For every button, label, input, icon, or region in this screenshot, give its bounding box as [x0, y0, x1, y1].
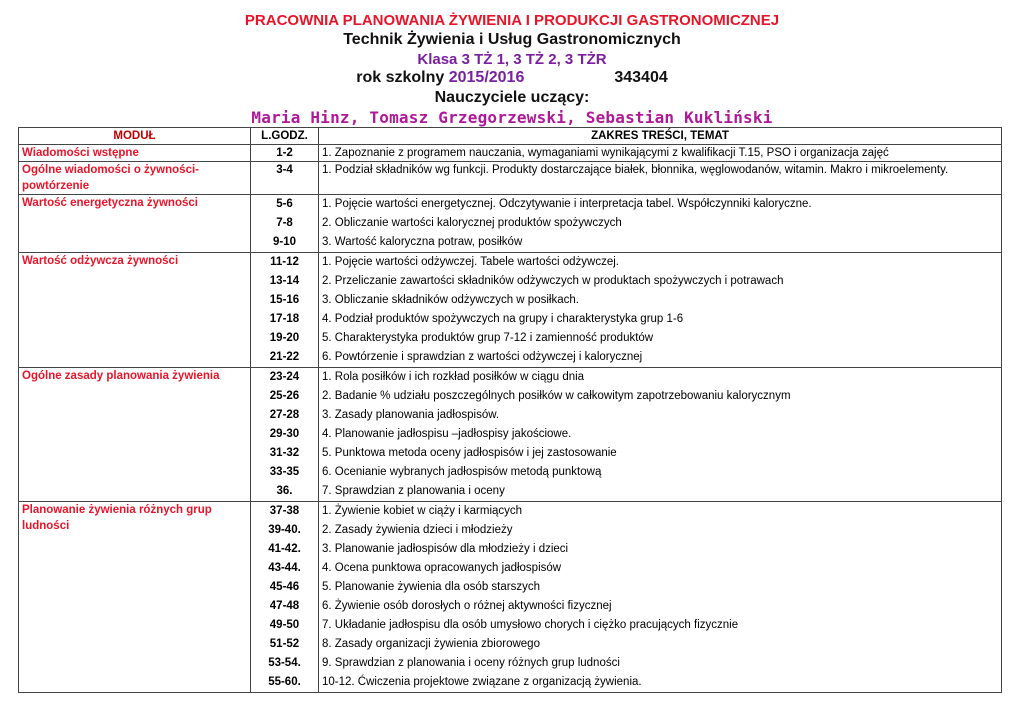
lesson-hours: 15-16 [269, 294, 300, 306]
lesson-hours: 21-22 [269, 351, 300, 363]
table-header-row [19, 128, 1002, 145]
module-name: Planowanie żywienia różnych grup ludności [19, 502, 251, 693]
lesson-topic: 6. Żywienie osób dorosłych o różnej aktywności fizycznej [322, 600, 612, 612]
lesson-hours: 39-40. [268, 524, 301, 536]
column-header-topics: ZAKRES TREŚCI, TEMAT [319, 128, 1002, 145]
module-name: Wiadomości wstępne [19, 145, 251, 162]
lesson-topic: 1. Podział składników wg funkcji. Produkty dostarczające białek, błonnika, węglowodanów, witamin. Makro i mikroelementy. [322, 164, 949, 176]
lesson-hours: 11-12 [270, 256, 299, 268]
lesson-hours: 36. [276, 485, 293, 497]
topics-cell [319, 368, 1002, 502]
lesson-topic: 7. Sprawdzian z planowania i oceny [322, 485, 505, 497]
lesson-hours: 47-48 [269, 600, 300, 612]
module-name: Wartość energetyczna żywności [19, 195, 251, 253]
lesson-hours: 27-28 [269, 409, 300, 421]
lesson-hours: 33-35 [269, 466, 300, 478]
lesson-hours: 49-50 [269, 619, 300, 631]
lesson-topic: 6. Ocenianie wybranych jadłospisów metodą punktową [322, 466, 602, 478]
lesson-topic: 4. Planowanie jadłospisu –jadłospisy jakościowe. [322, 428, 572, 440]
module-name: Wartość odżywcza żywności [19, 253, 251, 368]
lesson-hours: 3-4 [276, 164, 293, 176]
hours-cell [251, 253, 319, 368]
lesson-topic: 1. Pojęcie wartości energetycznej. Odczytywanie i interpretacja tabel. Współczynniki kaloryczne. [322, 198, 812, 210]
lesson-topic: 4. Ocena punktowa opracowanych jadłospisów [322, 562, 562, 574]
lesson-hours: 13-14 [269, 275, 300, 287]
program-code: 343404 [614, 69, 668, 86]
lesson-hours: 45-46 [269, 581, 300, 593]
module-row [19, 162, 1002, 195]
school-year-value: 2015/2016 [448, 69, 525, 86]
lesson-topic: 2. Badanie % udziału poszczególnych posiłków w całkowitym zapotrzebowaniu kalorycznym [322, 390, 791, 402]
lesson-hours: 43-44. [268, 562, 301, 574]
lesson-topic: 5. Planowanie żywienia dla osób starszych [322, 581, 540, 593]
document-title: PRACOWNIA PLANOWANIA ŻYWIENIA I PRODUKCJI GASTRONOMICZNEJ [244, 12, 780, 29]
module-row [19, 145, 1002, 162]
lesson-topic: 7. Układanie jadłospisu dla osób umysłowo chorych i ciężko pracujących fizycznie [322, 619, 739, 631]
lesson-topic: 5. Charakterystyka produktów grup 7-12 i zamienność produktów [322, 332, 654, 344]
school-year-line [0, 69, 1024, 87]
topics-cell [319, 195, 1002, 253]
lesson-topic: 3. Wartość kaloryczna potraw, posiłków [322, 236, 523, 248]
school-year-label: rok szkolny [356, 69, 445, 86]
lesson-hours: 51-52 [269, 638, 300, 650]
profession-subtitle: Technik Żywienia i Usług Gastronomicznych [343, 31, 681, 48]
lesson-hours: 7-8 [276, 217, 293, 229]
topics-cell [319, 253, 1002, 368]
lesson-topic: 1. Rola posiłków i ich rozkład posiłków w ciągu dnia [322, 371, 585, 383]
lesson-topic: 1. Żywienie kobiet w ciąży i karmiących [322, 505, 523, 517]
lesson-hours: 5-6 [276, 198, 293, 210]
module-name: Ogólne wiadomości o żywności- powtórzenie [19, 162, 251, 195]
lesson-hours: 19-20 [269, 332, 300, 344]
lesson-hours: 25-26 [269, 390, 300, 402]
lesson-topic: 2. Zasady żywienia dzieci i młodzieży [322, 524, 513, 536]
hours-cell [251, 195, 319, 253]
lesson-topic: 6. Powtórzenie i sprawdzian z wartości odżywczej i kalorycznej [322, 351, 643, 363]
lesson-topic: 2. Przeliczanie zawartości składników odżywczych w produktach spożywczych i potrawach [322, 275, 784, 287]
module-row [19, 502, 1002, 693]
column-header-hours: L.GODZ. [251, 128, 319, 145]
curriculum-table [18, 127, 1002, 693]
hours-cell [251, 368, 319, 502]
teachers-label: Nauczyciele uczący: [434, 89, 590, 106]
lesson-topic: 9. Sprawdzian z planowania i oceny różnych grup ludności [322, 657, 620, 669]
lesson-topic: 3. Zasady planowania jadłospisów. [322, 409, 500, 421]
hours-cell [251, 162, 319, 195]
lesson-hours: 9-10 [272, 236, 297, 248]
classes-line: Klasa 3 TŻ 1, 3 TŻ 2, 3 TŻR [417, 51, 607, 68]
teachers-names: Maria Hinz, Tomasz Grzegorzewski, Sebastian Kukliński [251, 108, 773, 127]
lesson-hours: 53-54. [268, 657, 301, 669]
lesson-topic: 8. Zasady organizacji żywienia zbiorowego [322, 638, 540, 650]
lesson-topic: 5. Punktowa metoda oceny jadłospisów i jej zastosowanie [322, 447, 617, 459]
lesson-topic: 2. Obliczanie wartości kalorycznej produktów spożywczych [322, 217, 622, 229]
topics-cell [319, 162, 1002, 195]
table-body [19, 145, 1002, 693]
lesson-hours: 41-42. [268, 543, 301, 555]
lesson-hours: 31-32 [269, 447, 300, 459]
topics-cell [319, 145, 1002, 162]
lesson-hours: 17-18 [269, 313, 300, 325]
lesson-topic: 3. Planowanie jadłospisów dla młodzieży i dzieci [322, 543, 569, 555]
hours-cell [251, 145, 319, 162]
module-name: Ogólne zasady planowania żywienia [19, 368, 251, 502]
lesson-topic: 3. Obliczanie składników odżywczych w posiłkach. [322, 294, 579, 306]
lesson-hours: 23-24 [269, 371, 300, 383]
lesson-hours: 29-30 [269, 428, 300, 440]
module-row [19, 195, 1002, 253]
module-row [19, 368, 1002, 502]
lesson-hours: 55-60. [268, 676, 301, 688]
module-row [19, 253, 1002, 368]
lesson-topic: 4. Podział produktów spożywczych na grupy i charakterystyka grup 1-6 [322, 313, 684, 325]
topics-cell [319, 502, 1002, 693]
lesson-hours: 37-38 [269, 505, 300, 517]
lesson-topic: 1. Zapoznanie z programem nauczania, wymaganiami wynikającymi z kwalifikacji T.15, PSO i organizacja zajęć [322, 147, 889, 159]
hours-cell [251, 502, 319, 693]
lesson-hours: 1-2 [276, 147, 293, 159]
lesson-topic: 1. Pojęcie wartości odżywczej. Tabele wartości odżywczej. [322, 256, 619, 268]
lesson-topic: 10-12. Ćwiczenia projektowe związane z organizacją żywienia. [322, 676, 642, 688]
column-header-module: MODUŁ [19, 128, 251, 145]
